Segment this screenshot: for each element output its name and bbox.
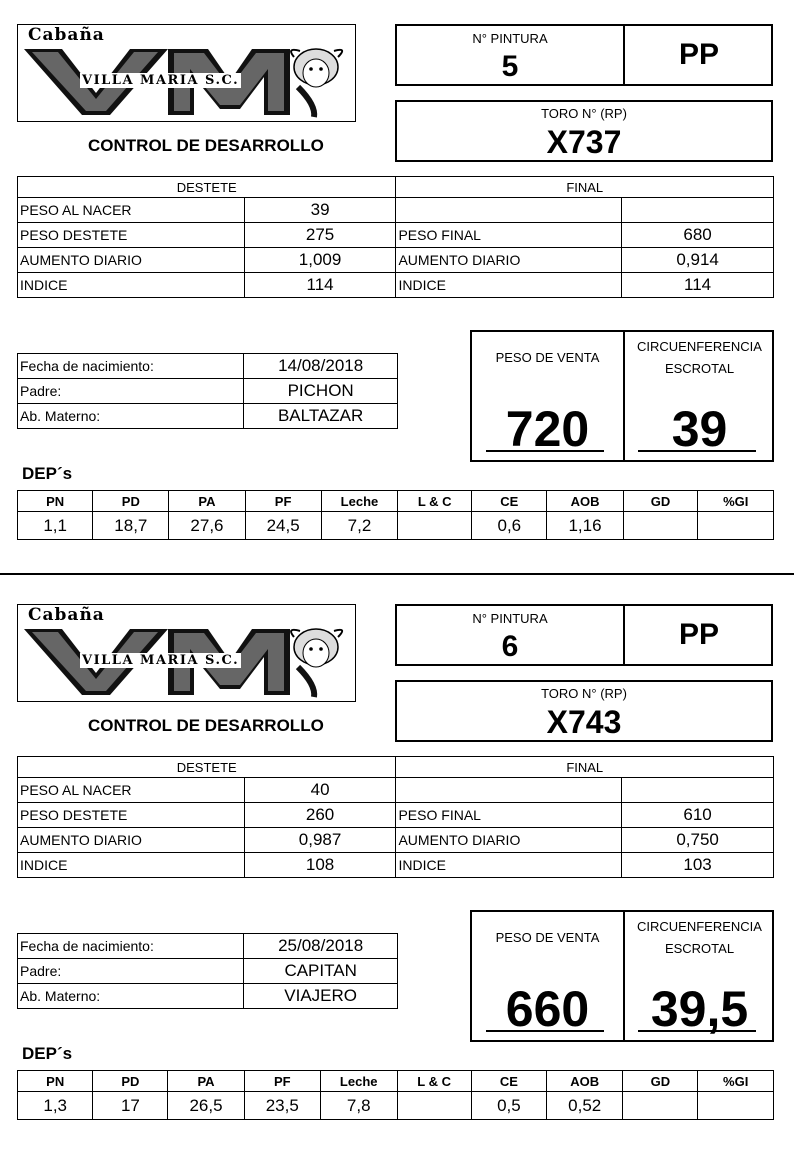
dep-header: AOB [547,1071,623,1092]
dep-value [623,1092,698,1120]
final-label [396,198,622,223]
dep-header: PF [245,491,321,512]
toro-box [395,100,773,162]
toro-value: X737 [546,124,622,160]
final-label: AUMENTO DIARIO [396,248,622,273]
dep-value [398,512,472,540]
dep-header: AOB [547,491,623,512]
dep-value [397,1092,471,1120]
info-label: Ab. Materno: [18,984,244,1009]
dep-header: CE [472,491,547,512]
destete-label: PESO AL NACER [18,778,245,803]
destete-label: PESO AL NACER [18,198,245,223]
destete-value: 260 [244,803,396,828]
dep-value: 24,5 [245,512,321,540]
dep-value: 18,7 [93,512,169,540]
dep-header: L & C [397,1071,471,1092]
dep-value: 7,8 [320,1092,397,1120]
info-label: Fecha de nacimiento: [18,354,244,379]
cabana-label: Cabaña [28,605,105,625]
deps-table [17,1070,774,1120]
info-value: VIAJERO [244,984,398,1009]
dep-value: 1,16 [547,512,623,540]
deps-table [17,490,774,540]
toro-value: X743 [546,704,622,740]
pintura-box [395,24,773,86]
dep-header: PA [168,1071,244,1092]
final-label: PESO FINAL [396,803,622,828]
dep-header: PA [169,491,245,512]
escrotal-value: 39,5 [650,981,749,1037]
final-value: 0,750 [622,828,774,853]
final-value: 0,914 [622,248,774,273]
dep-value: 23,5 [244,1092,320,1120]
final-label: PESO FINAL [396,223,622,248]
final-value: 103 [622,853,774,878]
escrotal-label-2: ESCROTAL [664,361,735,376]
destete-header: DESTETE [18,757,396,778]
dep-header: PN [18,1071,93,1092]
toro-label: TORO N° (RP) [541,106,627,121]
control-title: CONTROL DE DESARROLLO [88,136,324,155]
pintura-tag: PP [678,618,720,651]
pintura-value: 5 [501,50,519,83]
final-label [396,778,622,803]
final-label: AUMENTO DIARIO [396,828,622,853]
pintura-value: 6 [501,630,519,663]
dep-value: 17 [93,1092,168,1120]
pintura-label: N° PINTURA [472,611,548,626]
sale-box [470,910,774,1042]
pintura-label: N° PINTURA [472,31,548,46]
dep-value [698,512,774,540]
dep-header: %GI [698,491,774,512]
villa-maria-label: VILLA MARIA S.C. [82,653,240,668]
destete-value: 108 [244,853,396,878]
info-label: Fecha de nacimiento: [18,934,244,959]
dep-header: PD [93,1071,168,1092]
final-value [622,778,774,803]
peso-venta-label: PESO DE VENTA [495,350,600,365]
cabana-logo [17,24,356,122]
villa-maria-label: VILLA MARIA S.C. [82,73,240,88]
weights-table [17,756,774,878]
peso-venta-value: 660 [505,981,590,1037]
development-card [0,0,794,570]
destete-header: DESTETE [18,177,396,198]
deps-title: DEP´s [22,1044,73,1063]
deps-title: DEP´s [22,464,73,483]
dep-header: Leche [321,491,398,512]
info-value: BALTAZAR [244,404,398,429]
final-label: INDICE [396,273,622,298]
info-value: 14/08/2018 [244,354,398,379]
dep-header: %GI [698,1071,774,1092]
dep-header: L & C [398,491,472,512]
final-value: 114 [622,273,774,298]
development-card [0,580,794,1150]
final-value: 610 [622,803,774,828]
info-label: Padre: [18,959,244,984]
dep-value: 27,6 [169,512,245,540]
final-label: INDICE [396,853,622,878]
dep-header: GD [623,491,698,512]
dep-value [698,1092,774,1120]
dep-value: 7,2 [321,512,398,540]
escrotal-label-2: ESCROTAL [664,941,735,956]
dep-value: 0,6 [472,512,547,540]
dep-value: 1,3 [18,1092,93,1120]
info-value: CAPITAN [244,959,398,984]
dep-header: PD [93,491,169,512]
peso-venta-label: PESO DE VENTA [495,930,600,945]
dep-value: 0,52 [547,1092,623,1120]
destete-label: AUMENTO DIARIO [18,248,245,273]
control-title: CONTROL DE DESARROLLO [88,716,324,735]
dep-header: CE [471,1071,546,1092]
sale-box [470,330,774,462]
destete-value: 0,987 [244,828,396,853]
toro-box [395,680,773,742]
final-header: FINAL [396,177,774,198]
destete-label: INDICE [18,273,245,298]
destete-value: 114 [244,273,396,298]
final-value [622,198,774,223]
dep-header: PN [18,491,93,512]
info-table [17,353,398,429]
info-value: PICHON [244,379,398,404]
destete-value: 1,009 [244,248,396,273]
info-label: Ab. Materno: [18,404,244,429]
destete-value: 39 [244,198,396,223]
dep-value: 1,1 [18,512,93,540]
dep-value: 0,5 [471,1092,546,1120]
peso-venta-value: 720 [505,401,590,457]
destete-value: 275 [244,223,396,248]
destete-label: AUMENTO DIARIO [18,828,245,853]
info-table [17,933,398,1009]
pintura-tag: PP [678,38,720,71]
final-value: 680 [622,223,774,248]
escrotal-value: 39 [671,401,728,457]
dep-header: GD [623,1071,698,1092]
dep-value: 26,5 [168,1092,244,1120]
destete-label: INDICE [18,853,245,878]
toro-label: TORO N° (RP) [541,686,627,701]
dep-value [623,512,698,540]
dep-header: Leche [320,1071,397,1092]
final-header: FINAL [396,757,774,778]
info-value: 25/08/2018 [244,934,398,959]
destete-value: 40 [244,778,396,803]
info-label: Padre: [18,379,244,404]
pintura-box [395,604,773,666]
cabana-label: Cabaña [28,25,105,45]
escrotal-label-1: CIRCUENFERENCIA [637,919,762,934]
dep-header: PF [244,1071,320,1092]
cabana-logo [17,604,356,702]
escrotal-label-1: CIRCUENFERENCIA [637,339,762,354]
weights-table [17,176,774,298]
destete-label: PESO DESTETE [18,223,245,248]
destete-label: PESO DESTETE [18,803,245,828]
card-separator [0,573,794,575]
